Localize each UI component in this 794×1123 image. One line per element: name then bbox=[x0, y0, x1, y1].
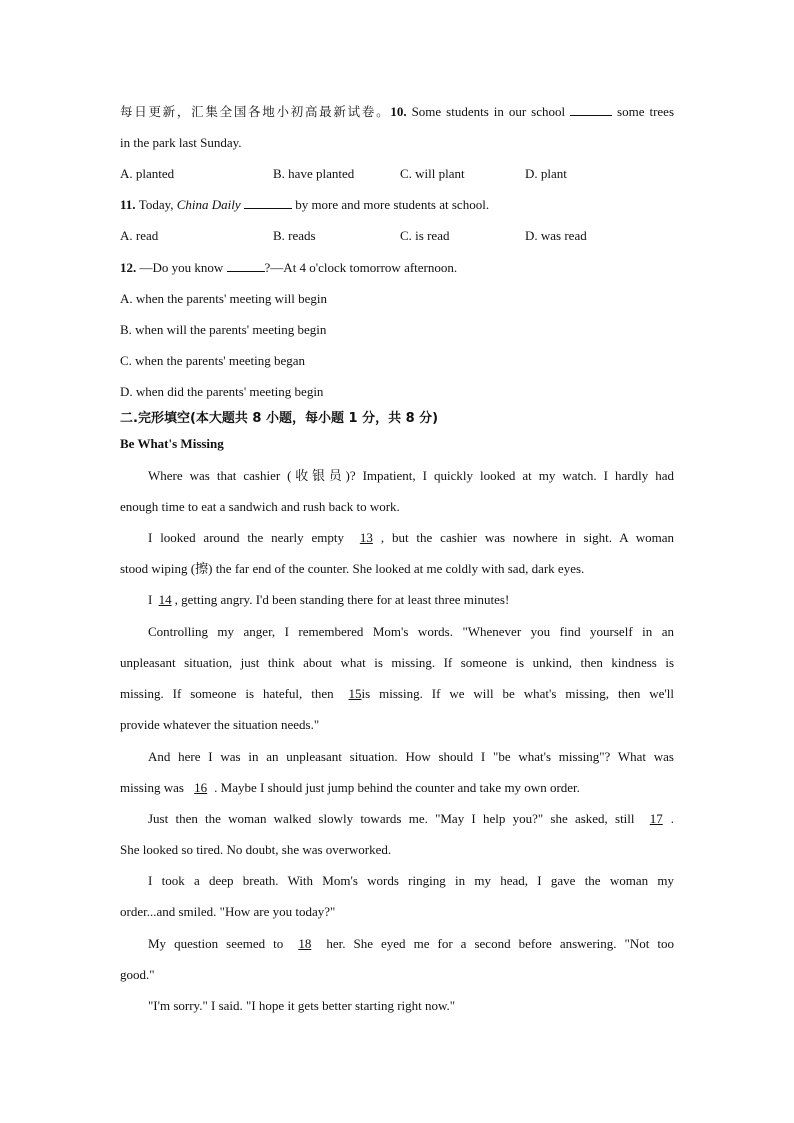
section-heading: 二.完形填空(本大题共 8 小题，每小题 1 分，共 8 分) bbox=[120, 411, 439, 426]
cloze-blank-13: 13 bbox=[359, 530, 373, 545]
header-note: 每日更新，汇集全国各地小初高最新试卷。 bbox=[120, 104, 391, 119]
question-number: 11. bbox=[120, 197, 139, 212]
passage-line: stood wiping (擦) the far end of the counter. She looked at me coldly with sad, dark eyes. bbox=[120, 561, 585, 576]
answer-blank bbox=[570, 104, 612, 116]
passage-line: missing. If someone is hateful, then 15is missing. If we will be what's missing, then we'll bbox=[120, 686, 674, 701]
cloze-blank-18: 18 bbox=[298, 936, 312, 951]
cloze-blank-17: 17 bbox=[649, 811, 663, 826]
option-c: C. when the parents' meeting began bbox=[120, 353, 306, 368]
option-d: D. plant bbox=[525, 166, 567, 181]
question-10 bbox=[120, 104, 674, 120]
question-number: 10. bbox=[390, 104, 412, 119]
passage-line: order...and smiled. "How are you today?" bbox=[120, 904, 336, 919]
passage-line: I 14 , getting angry. I'd been standing there for at least three minutes! bbox=[148, 592, 510, 607]
passage-line: good." bbox=[120, 967, 155, 982]
passage-line: unpleasant situation, just think about what is missing. If someone is unkind, then kindness is bbox=[120, 655, 674, 670]
cloze-blank-14: 14 bbox=[158, 592, 172, 607]
cloze-blank-16: 16 bbox=[194, 780, 208, 795]
passage-title: Be What's Missing bbox=[120, 436, 224, 451]
question-12 bbox=[120, 260, 674, 276]
option-c: C. is read bbox=[400, 228, 450, 243]
passage-line: missing was 16 . Maybe I should just jump behind the counter and take my own order. bbox=[120, 780, 580, 795]
question-11 bbox=[120, 197, 674, 213]
question-text: by more and more students at school. bbox=[291, 197, 490, 212]
question-text: Today, bbox=[138, 197, 177, 212]
passage-line: Just then the woman walked slowly towards me. "May I help you?" she asked, still 17 . bbox=[148, 811, 674, 826]
passage-line: I looked around the nearly empty 13 , but the cashier was nowhere in sight. A woman bbox=[148, 530, 674, 545]
answer-blank bbox=[244, 197, 292, 209]
passage-line: She looked so tired. No doubt, she was overworked. bbox=[120, 842, 392, 857]
option-a: A. read bbox=[120, 228, 159, 243]
question-text: some trees bbox=[612, 104, 674, 119]
option-a: A. planted bbox=[120, 166, 175, 181]
passage-line: My question seemed to 18 her. She eyed me for a second before answering. "Not too bbox=[148, 936, 674, 951]
question-text: ?—At 4 o'clock tomorrow afternoon. bbox=[264, 260, 458, 275]
option-d: D. was read bbox=[525, 228, 587, 243]
passage-line: Where was that cashier (收银员)? Impatient, I quickly looked at my watch. I hardly had bbox=[148, 468, 674, 483]
passage-line: "I'm sorry." I said. "I hope it gets better starting right now." bbox=[148, 998, 456, 1013]
cloze-blank-15: 15 bbox=[348, 686, 362, 701]
answer-blank bbox=[227, 260, 265, 272]
newspaper-title: China Daily bbox=[176, 197, 241, 212]
option-b: B. reads bbox=[273, 228, 316, 243]
passage-line: enough time to eat a sandwich and rush back to work. bbox=[120, 499, 400, 514]
passage-line: Controlling my anger, I remembered Mom's words. "Whenever you find yourself in an bbox=[148, 624, 674, 639]
question-text: Some students in our school bbox=[411, 104, 571, 119]
question-text: —Do you know bbox=[139, 260, 227, 275]
option-a: A. when the parents' meeting will begin bbox=[120, 291, 328, 306]
passage-line: provide whatever the situation needs." bbox=[120, 717, 320, 732]
question-number: 12. bbox=[120, 260, 140, 275]
option-b: B. when will the parents' meeting begin bbox=[120, 322, 327, 337]
option-d: D. when did the parents' meeting begin bbox=[120, 384, 324, 399]
option-c: C. will plant bbox=[400, 166, 465, 181]
passage-line: And here I was in an unpleasant situation. How should I "be what's missing"? What was bbox=[148, 749, 674, 764]
question-10-continued: in the park last Sunday. bbox=[120, 135, 242, 150]
passage-line: I took a deep breath. With Mom's words ringing in my head, I gave the woman my bbox=[148, 873, 674, 888]
option-b: B. have planted bbox=[273, 166, 355, 181]
